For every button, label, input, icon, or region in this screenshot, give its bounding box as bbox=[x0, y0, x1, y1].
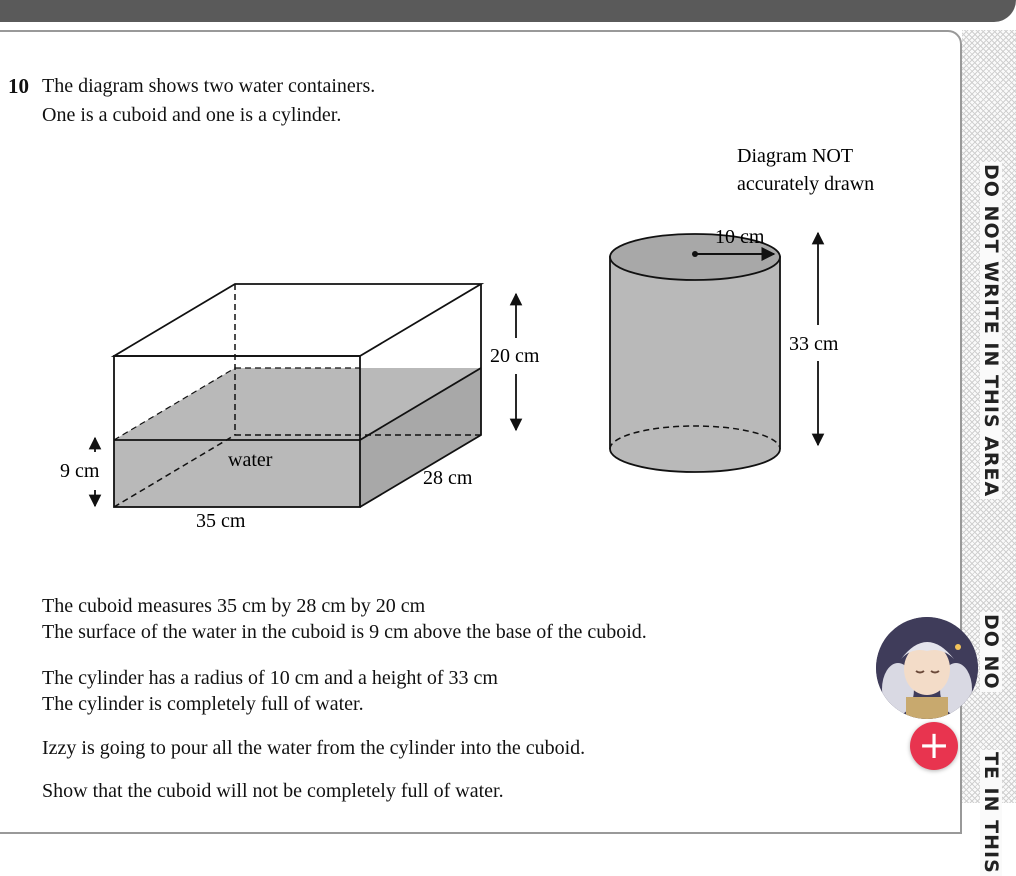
question-number: 10 bbox=[8, 74, 29, 98]
cuboid-length-label: 35 cm bbox=[196, 510, 246, 532]
water-depth-label: 9 cm bbox=[60, 460, 100, 482]
avatar-image bbox=[876, 617, 978, 719]
cuboid-width-label: 28 cm bbox=[423, 467, 473, 489]
margin-warning-text-partial-2: TE IN THIS bbox=[980, 752, 1002, 874]
body-line-6: Show that the cuboid will not be completely full of water. bbox=[42, 780, 504, 802]
cylinder-height-label: 33 cm bbox=[789, 333, 839, 355]
water-label: water bbox=[228, 449, 273, 471]
body-line-5: Izzy is going to pour all the water from the cylinder into the cuboid. bbox=[42, 737, 586, 759]
cylinder-radius-label: 10 cm bbox=[715, 226, 765, 248]
avatar[interactable] bbox=[876, 617, 978, 719]
cuboid-height-label: 20 cm bbox=[490, 345, 540, 367]
body-line-3: The cylinder has a radius of 10 cm and a height of 33 cm bbox=[42, 667, 498, 689]
intro-line-1: The diagram shows two water containers. bbox=[42, 75, 376, 97]
diagram-note-line-1: Diagram NOT bbox=[737, 145, 854, 167]
diagram-note-line-2: accurately drawn bbox=[737, 173, 875, 195]
body-line-1: The cuboid measures 35 cm by 28 cm by 20 cm bbox=[42, 595, 426, 617]
intro-line-2: One is a cuboid and one is a cylinder. bbox=[42, 104, 342, 126]
cylinder-figure bbox=[610, 234, 780, 472]
body-line-4: The cylinder is completely full of water. bbox=[42, 693, 364, 715]
add-button[interactable]: + bbox=[910, 722, 958, 770]
body-line-2: The surface of the water in the cuboid is 9 cm above the base of the cuboid. bbox=[42, 621, 647, 643]
margin-warning-text: DO NOT WRITE IN THIS AREA bbox=[980, 164, 1002, 498]
margin-warning-text-partial: DO NO bbox=[980, 614, 1002, 690]
